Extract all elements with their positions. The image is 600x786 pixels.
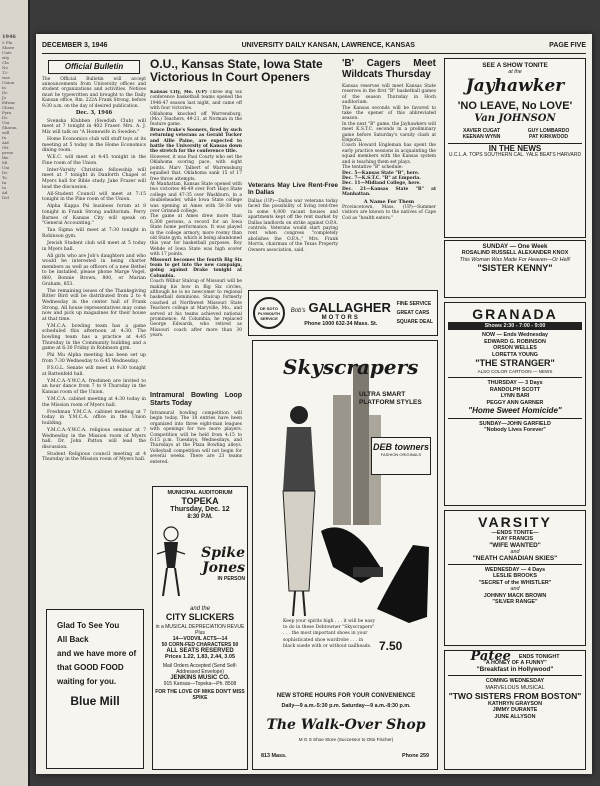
- veterans-headline: Veterans May Live Rent-Free In Dallas: [248, 182, 338, 196]
- deb-sub: FASHION ORIGINALS: [380, 452, 422, 457]
- cagers-p2: The Kansas seconds will be favored to take the opener of this abbreviated season.: [342, 105, 436, 122]
- sj-vaudeville: 14—VODVIL ACTS—14: [172, 636, 228, 642]
- masthead-date: DECEMBER 3, 1946: [42, 42, 108, 49]
- bluemill-line: and we have more of: [57, 649, 137, 658]
- varsity-and: and: [510, 549, 520, 556]
- bluemill-line: waiting for you.: [57, 677, 117, 686]
- strip-line: will: [2, 130, 10, 135]
- desoto-badge: [253, 297, 285, 329]
- granada-film: "THE STRANGER": [475, 358, 555, 369]
- jh-cast: [448, 128, 582, 141]
- sj-show: in a MUSICAL DEPRECIATION REVUE: [155, 624, 245, 630]
- strip-line: Shave: [2, 45, 15, 50]
- patee-film: "A HONEY OF A FUNNY": [483, 660, 547, 667]
- jh-see-show: SEE A SHOW TONITE: [482, 62, 548, 69]
- granada-film2: "Home Sweet Homicide": [468, 406, 562, 416]
- strip-line: No: [2, 65, 8, 70]
- strip-line: Aid: [2, 140, 9, 145]
- sky-copy: Keep your spirits high . . . it will be easy to do in these Debtowner "Skyscrapers" . . . the most important shoes in your sophisticated shoe wardrobe . . . in black suede with or without nailheads.: [283, 619, 375, 649]
- sj-and-the: and the: [189, 606, 211, 612]
- bulletin-item: P.S.G.L. Senate will meet at 9:30 tonight at Battenfeld hall.: [42, 365, 146, 377]
- varsity-film2: "NEATH CANADIAN SKIES": [472, 554, 558, 562]
- sunday-tag: This Woman Was Made For Heaven—Or Hell!: [459, 256, 571, 263]
- granada-cast-member: EDWARD G. ROBINSON: [484, 338, 546, 345]
- sky-store-sub: M G S Shoe Store (Successor to Otto Fischer): [298, 737, 394, 742]
- sj-reserved: ALL SEATS RESERVED: [166, 648, 234, 654]
- bowling-body: Intramural bowling competition will begin today. The 18 entries have been organized into three eight-man leagues with openings for two more players. Competition will be held from 4:15 to 6:15 p.m. Tuesdays, Wednesdays, and Thursdays at the Plaza Bowling alleys. Volleyball competition will not begin for several weeks. There are 23 teams entered.: [150, 411, 242, 465]
- strip-line: 5 Pla: [2, 40, 13, 45]
- bulletin-intro: The Official Bulletin will accept announcements from University offices and student organizations and activities. Notices must be typewritten and brought to the Daily Kansan office, Rm. 222A Frank Strong, before 9:30 a.m. on the day of desired publication.: [42, 76, 146, 109]
- sj-store: JENKINS MUSIC CO.: [170, 675, 230, 681]
- patee-film2: "TWO SISTERS FROM BOSTON": [448, 691, 582, 702]
- bulletin-item: Inter-Varsity Christian fellowship will meet at 7 tonight in Danforth Chapel of Myers hall for Bible study. Jake Frazer will lead the discussion.: [42, 167, 146, 190]
- varsity-wed: WEDNESDAY — 4 Days: [484, 567, 546, 574]
- granada-thursday: THURSDAY — 3 Days: [487, 380, 543, 387]
- sj-tagline: FOR THE LOVE OF MIKE DON'T MISS SPIKE: [155, 689, 245, 701]
- granada-ad: [444, 302, 586, 506]
- schedule-item: Dec. 5—Kansas State "B", here.: [342, 170, 420, 176]
- patee-sub: MARVELOUS MUSICAL: [485, 684, 545, 691]
- sj-venue: MUNICIPAL AUDITORIUM: [167, 490, 233, 496]
- strip-line: Dr.: [2, 90, 8, 95]
- lead-article-col1: [150, 90, 242, 390]
- jh-star: Van JOHNSON: [474, 112, 556, 124]
- strip-line: Mi: [2, 160, 8, 165]
- varsity-film3: "SECRET of the WHISTLER": [478, 579, 552, 586]
- strip-line: sity: [2, 55, 10, 60]
- bulletin-item: W.E.C. will meet at 4:45 tonight in the Fine room of the Union.: [42, 155, 146, 166]
- strip-line: Univ: [2, 50, 12, 55]
- sky-store: The Walk-Over Shop: [266, 717, 426, 733]
- bowling-headline: Intramural Bowling Loop Starts Today: [150, 392, 242, 407]
- schedule-item: Dec. 21—Kansas State "B" at Manhattan.: [342, 186, 436, 198]
- bulletin-item: The remaining issues of the Thanksgiving Bitter Bird will be distributed from 2 to 4 Wednesday in the center hall of Frank Strong. All house representatives may come now and pick up magazines for their house at that time.: [42, 288, 146, 322]
- bulletin-item: Student Religious council meeting at 4 Thursday in the Mission room of Myers hall.: [42, 451, 146, 463]
- lead-p8: Coach Wilbur Stalcup of Missouri will be making his bow in Big Six circles, although he is no newcomer to regional basketball dominions. Stalcup formerly coached at Northwest Missouri State Teachers college at Maryville, Mo., and served at his teams achieved national prominence. At Columbia, he replaced George Edwards, who retired as Missouri coach after more than 30 years.: [150, 279, 242, 339]
- strip-line: In: [2, 135, 7, 140]
- bulletin-item: Freshman Y.M.C.A. cabinet meeting at 7 today in Y.M.C.A. office in the Union building.: [42, 409, 146, 426]
- lead-p5: At Manhattan, Kansas State opened with two victories 46-49 over Fort Hays State college and 47-35 over Washburn, in a doubleheader, while Iowa State college was opening at Ames with 58-38 win over Grinnell college.: [150, 181, 242, 214]
- strip-line: Chem: [2, 105, 14, 110]
- sj-time: 8:30 P.M.: [187, 514, 213, 520]
- cagers-article: [342, 58, 436, 290]
- schedule-item: Dec. 7—K.S.T.C. "B" at Emporia.: [342, 175, 421, 181]
- gallagher-ad: [248, 290, 438, 336]
- strip-text: [2, 40, 26, 200]
- cagers-p4: Coach Howard Engleman has spent the early practice sessions in acquainting the squad members with the Kansas system and is teaching them set plays.: [342, 143, 436, 165]
- jh-theater: Jayhawker: [465, 75, 565, 96]
- patee-ad: [444, 650, 586, 770]
- gallagher-tag1: FINE SERVICE: [396, 300, 432, 307]
- lead-dateline: Kansas City, Mo. (UP): [150, 90, 208, 95]
- varsity-cast2: LESLIE BROOKS: [492, 573, 538, 580]
- cagers-p6: Provincetown, Mass. (UP)—Summer visitors are known to the natives of Cape Cod as "health eaters.": [342, 204, 436, 221]
- jayhawker-ad: [444, 58, 586, 238]
- gallagher-prefix: Bob's: [290, 307, 306, 314]
- patee-ends: ENDS TONIGHT: [518, 654, 560, 660]
- granada-cast-member: LORETTA YOUNG: [491, 351, 539, 358]
- bluemill-line: All Back: [57, 635, 89, 644]
- jh-film: 'NO LEAVE, No LOVE': [457, 99, 573, 112]
- bluemill-line: Glad To See You: [57, 621, 120, 630]
- granada-now: NOW — Ends Wednesday: [481, 332, 549, 339]
- strip-line: 12-: [2, 70, 9, 75]
- sky-phone: Phone 259: [402, 753, 429, 759]
- bulletin-item: Alpha Kappa Psi business forum at 8 tonight in Frank Strong auditorium. Perry Barnes of Kansas City will speak on "General Accounting.": [42, 204, 146, 227]
- sj-date: Thursday, Dec. 12: [170, 506, 230, 513]
- skyscrapers-ad: [252, 340, 438, 770]
- bulletin-item: All-Student Council will meet at 7:15 tonight in the Pine room of the Union.: [42, 191, 146, 203]
- cagers-p3: In the next "B" game, the Jayhawkers will meet K.S.T.C. seconds in a preliminary game before Saturday's varsity clash at Emporia.: [342, 121, 436, 144]
- bulletin-items: [42, 119, 146, 463]
- sj-in-person: IN PERSON: [217, 576, 245, 582]
- bulletin-item: Y.M.C.A. bowling team has a game scheduled this afternoon at 4:30. The bowling team has a practice at 4:45 Thursday in the Community building and a game at 6:30 Friday in Robinson gym.: [42, 323, 146, 352]
- varsity-cast: KAY FRANCIS: [496, 536, 534, 543]
- sj-band: CITY SLICKERS: [165, 612, 235, 622]
- patee-cast-member: JIMMY DURANTE: [492, 707, 538, 714]
- strip-line: in: [2, 85, 6, 90]
- sj-city: TOPEKA: [181, 496, 219, 506]
- veterans-body: Dallas (UP)—Dallas war veterans today faced the possibility of living rent-free in some 4,000 vacant houses and apartments kept off the rent market by Dallas landlords on strike against O.P.A. controls. Veterans would start paying rent when congress "completely abolishes the O.P.A.," Mrs. Frank Morris, chairman of the Texas Property Owners association, said.: [248, 199, 338, 253]
- gallagher-tag3: SQUARE DEAL: [396, 318, 433, 325]
- gallagher-sub: MOTORS: [321, 314, 360, 321]
- sj-plus: Plus: [195, 630, 205, 636]
- cagers-p1: Kansas reserves will meet Kansas State reserves in the first "B" basketball games of the season Thursday in Hoch auditorium.: [342, 84, 436, 106]
- gallagher-phone: Phone 1000: [304, 320, 335, 327]
- patee-coming: COMING WEDNESDAY: [485, 678, 545, 685]
- strip-line: Union: [2, 80, 15, 85]
- cagers-subhead: A Name For Them: [363, 198, 415, 205]
- strip-line: prese: [2, 150, 14, 155]
- bulletin-item: Y.M.C.A.-Y.W.C.A. religious seminar at 7 Wednesday in the Mission room of Myers hall. Dr. John Patton will lead the discussion.: [42, 427, 146, 450]
- bluemill-name: Blue Mill: [70, 694, 120, 708]
- cagers-schedule: [342, 171, 436, 198]
- sunday-cast: ROSALIND RUSSELL ALEXANDER KNOX: [461, 250, 569, 257]
- deb-logo: DEB towners: [372, 442, 429, 452]
- strip-line: Cla: [2, 60, 9, 65]
- deb-logo-box: [371, 437, 431, 475]
- strip-line: was: [2, 75, 10, 80]
- lead-p7: Missouri becomes the fourth Big Six team to get into the new campaign, going against Drake tonight at Columbia.: [150, 257, 242, 279]
- masthead-page: PAGE FIVE: [549, 42, 586, 49]
- gallagher-tag2: GREAT CARS: [396, 309, 430, 316]
- sky-address: 813 Mass.: [261, 753, 287, 759]
- schedule-item: Dec. 11—Midland College, here.: [342, 181, 421, 187]
- patee-cast-member: JUNE ALLYSON: [494, 713, 536, 720]
- platform-shoe-illustration-2: [369, 541, 438, 631]
- bulletin-item: Y.M.C.A. cabinet meeting at 4:30 today in the Mission room of Myers hall.: [42, 396, 146, 408]
- newspaper-page: [36, 34, 592, 774]
- granada-cast2-member: LYNN BARI: [500, 393, 530, 400]
- strip-line: Jo: [2, 95, 7, 100]
- granada-film3: "Nobody Lives Forever": [484, 427, 546, 434]
- granada-cast: [448, 339, 582, 358]
- bulletin-item: Svenska Klubben (Swedish Club) will meet at 7 tonight in 402 Fraser. Mrs. A. J. Mix will talk on "A Homewife in Sweden.": [42, 118, 146, 135]
- cagers-p5: The tentative "B" schedule:: [342, 165, 403, 171]
- strip-line: Ott: [2, 145, 9, 150]
- sj-mail: Mail Orders Accepted (Send Self-Addressed Envelope): [162, 663, 238, 675]
- varsity-film: "WIFE WANTED": [489, 541, 541, 549]
- varsity-name: VARSITY: [478, 514, 552, 530]
- strip-line: Dr.: [2, 115, 8, 120]
- granada-cast-member: ORSON WELLES: [493, 345, 537, 352]
- granada-name: GRANADA: [472, 306, 558, 322]
- strip-line: Del: [2, 195, 9, 200]
- sky-badge: ULTRA SMART PLATFORM STYLES: [359, 391, 422, 406]
- patee-film-title: "Breakfast in Hollywood": [476, 665, 554, 673]
- sunday-film: "SISTER KENNY": [477, 263, 553, 274]
- varsity-and2: and: [510, 586, 520, 593]
- varsity-ends: —ENDS TONITE—: [491, 530, 539, 536]
- strip-line: Edwar: [2, 100, 16, 105]
- jh-cast-member: GUY LOMBARDO: [527, 127, 570, 134]
- bluemill-ad: [46, 609, 144, 769]
- gallagher-address: 632-34 Mass. St.: [335, 320, 378, 327]
- lead-p6: The game at Ames drew more than 6,300 persons, a record for an Iowa State home performance. It was played in the college armory, more roomy than old State gym, which is being abandoned this year for basketball purposes. Roy Wehde of Iowa State was high scorer with 17 points.: [150, 214, 242, 258]
- strip-line: Dr.: [2, 170, 8, 175]
- sunday-ad: [444, 240, 586, 298]
- bulletin-item: Jewish Student club will meet at 5 today in Myers hall.: [42, 241, 146, 252]
- jh-cast-member: KEENAN WYNN: [462, 134, 501, 141]
- patee-name: Patee: [470, 650, 511, 664]
- lead-p2: Oklahoma knocked off Warrensburg, (Mo.) Teachers, 49-21, at Norman in the feature game.: [150, 111, 242, 128]
- sky-price: 7.50: [379, 639, 403, 653]
- granada-cast2: [448, 387, 582, 406]
- musician-figure-illustration: [155, 524, 187, 604]
- jh-at-the: at the: [508, 69, 522, 76]
- strip-line: Pyra: [2, 110, 12, 115]
- sj-store-addr: 915 Kansas—Topeka—Ph. 8508: [163, 681, 237, 687]
- bulletin-item: Tau Sigma will meet at 7:30 tonight in Robinson gym.: [42, 228, 146, 239]
- granada-cast2-member: PEGGY ANN GARNER: [486, 399, 544, 406]
- sky-title: Skyscrapers: [283, 355, 419, 379]
- sj-characters: 50 CORN-FED CHARACTERS 50: [161, 642, 239, 648]
- granada-sunday: SUNDAY—JOHN GARFIELD: [479, 421, 551, 428]
- varsity-ad: [444, 510, 586, 646]
- strip-line: Uni: [2, 165, 10, 170]
- jh-cast-member: PAT KIRKWOOD: [529, 134, 568, 141]
- lead-p3: Bruce Drake's Sooners, fired by such returning veterans as Gerald Tucker and Allie Paine, are expected to battle the University of Kansas down the stretch for the conference title.: [150, 127, 242, 155]
- lead-headline: O.U., Kansas State, Iowa State Victorious In Court Openers: [150, 58, 323, 84]
- strip-line: To: [2, 175, 7, 180]
- strip-year: 1946: [2, 34, 16, 40]
- masthead-paper: UNIVERSITY DAILY KANSAN, LAWRENCE, KANSAS: [241, 42, 415, 49]
- desoto-badge-text: DE SOTO PLYMOUTH SERVICE: [257, 305, 281, 321]
- strip-line: to: [2, 185, 7, 190]
- sj-prices: Prices 1.22, 1.83, 2.44, 3.05: [164, 654, 236, 660]
- bulletin-title-box: [48, 60, 140, 74]
- lead-p1: Three Big Six conference basketball teams opened the 1946-47 season last night, and came off with four victories.: [150, 90, 242, 112]
- lead-p4: However, it was Paul Courty who set the Oklahoma scoring pace, with eight points. Marv Talbert of Warrensburg equalled that. Oklahoma sank 15 of 17 free throw attempts.: [150, 154, 242, 182]
- strip-line: Sharon: [2, 125, 17, 130]
- adjacent-page-strip: [0, 0, 30, 786]
- strip-line: Ad: [2, 190, 8, 195]
- sunday-title: SUNDAY — One Week: [482, 243, 548, 250]
- bulletin-item: Home Economics club will stuff toys at its meeting at 5 today in the Home Economics dining room.: [42, 136, 146, 154]
- sky-hours-title: NEW STORE HOURS FOR YOUR CONVENIENCE: [276, 693, 416, 699]
- strip-line: In: [2, 180, 7, 185]
- bulletin-item: All girls who are Job's daughters and who would be interested in being charter members as well as officers of a new Bethel to be installed, please phone Marge Vogel, 860, Bonnie Brown, 800, or Marian Graham, 853.: [42, 253, 146, 287]
- jh-news: U.C.L.A. TOPS SOUTHERN CAL. YALE BEATS HARVARD: [448, 152, 582, 159]
- bulletin-item: Y.M.C.A.-Y.W.C.A. freshmen are invited to an hour dance from 7 to 9 Thursday in the Kansas room of the Union.: [42, 378, 146, 395]
- bluemill-line: that GOOD FOOD: [57, 663, 124, 672]
- patee-cast: [448, 701, 582, 720]
- varsity-cast3: JOHNNY MACK BROWN: [483, 592, 547, 599]
- page-masthead: [42, 42, 586, 54]
- bowling-article: [150, 392, 242, 492]
- gallagher-brand: GALLAGHER: [308, 299, 391, 315]
- sky-hours: Daily—9 a.m.-5:30 p.m. Saturday—9 a.m.-8:30 p.m.: [281, 703, 411, 709]
- patee-cast-member: KATHRYN GRAYSON: [487, 701, 542, 708]
- granada-cast2-member: RANDOLPH SCOTT: [489, 386, 541, 393]
- bulletin-item: Phi Mu Alpha meeting has been set up from 7:30 Wednesday to 6:45 Wednesday.: [42, 353, 146, 364]
- bulletin-date: Dec. 3, 1946: [75, 110, 113, 117]
- varsity-film4: "SILVER RANGE": [492, 599, 538, 606]
- bluemill-lines: [47, 621, 143, 686]
- cagers-headline: 'B' Cagers Meet Wildcats Thursday: [342, 58, 436, 80]
- sj-act1: Spike: [201, 545, 245, 561]
- strip-line: Uni: [2, 120, 10, 125]
- sj-act2: Jones: [202, 560, 245, 576]
- strip-line: the: [2, 155, 9, 160]
- spike-jones-ad: [152, 486, 248, 770]
- veterans-article: [248, 182, 338, 282]
- bulletin-title: Official Bulletin: [64, 62, 124, 71]
- granada-shows: Shows 2:30 - 7:00 - 9:00: [448, 322, 582, 330]
- jh-news-title: IN THE NEWS: [488, 143, 542, 153]
- jh-cast-member: XAVIER CUGAT: [462, 127, 501, 134]
- bulletin-column: [42, 58, 146, 604]
- granada-extra: ALSO COLOR CARTOON — NEWS: [477, 369, 553, 375]
